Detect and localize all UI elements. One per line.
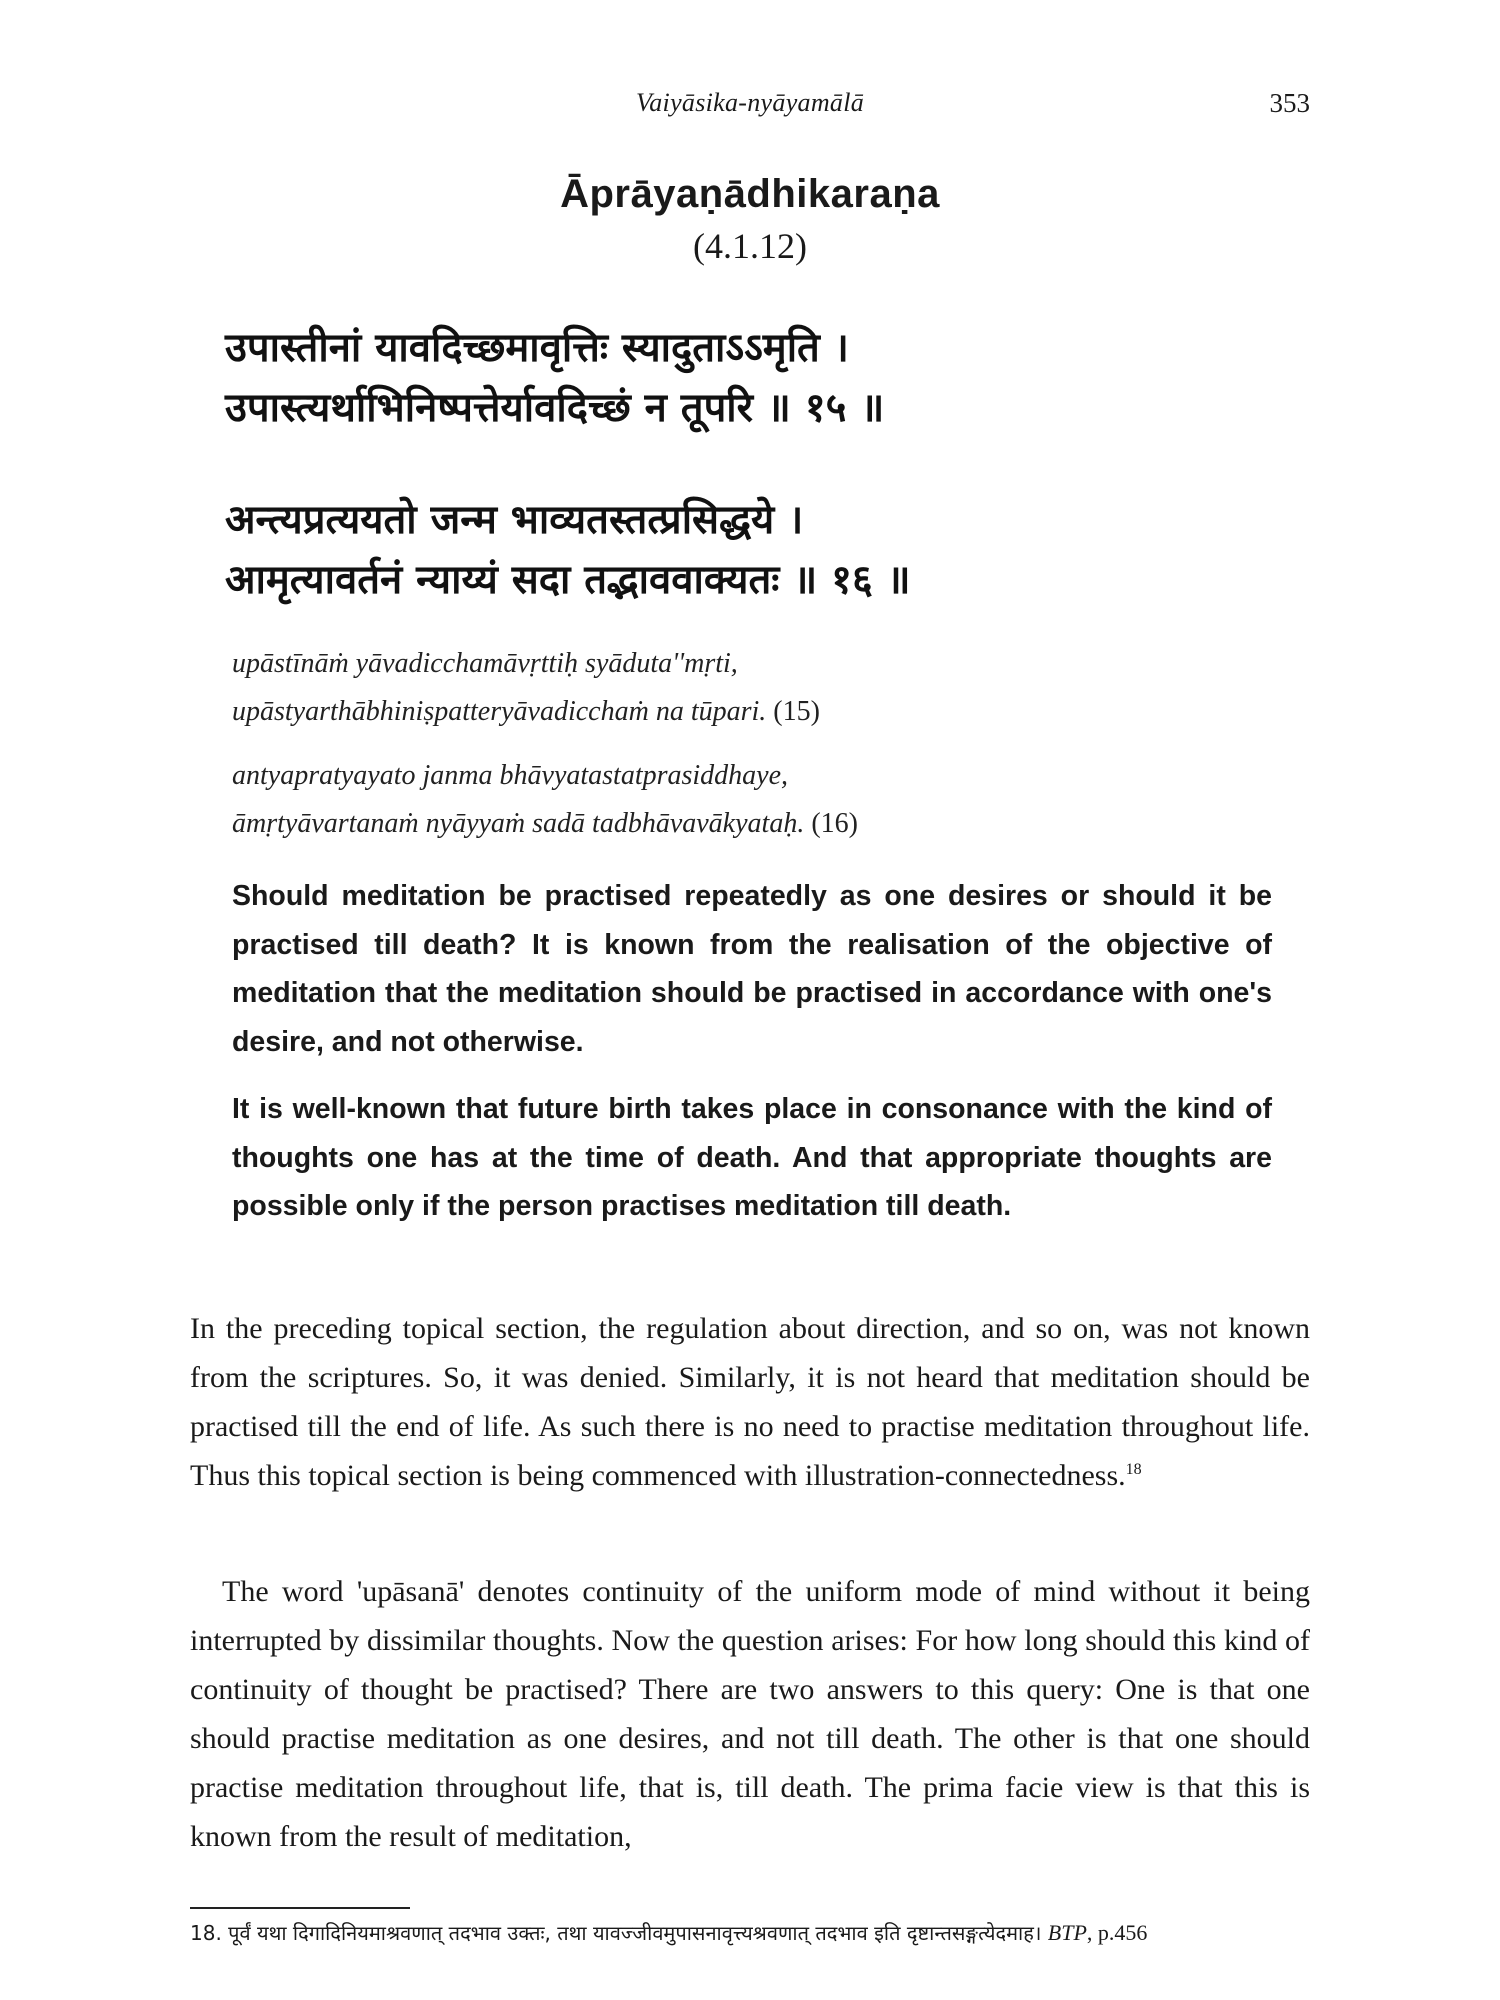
section-heading [190,172,1310,267]
verse-line: आमृत्यावर्तनं न्याय्यं सदा तद्भाववाक्यतः ॥ १६ ॥ [225,557,911,603]
translation-paragraph: It is well-known that future birth takes place in consonance with the kind of thoughts one has at the time of death. And that appropriate thoughts are possible only if the person practises meditation till death. [232,1093,1272,1222]
footnote-page: , p.456 [1086,1920,1148,1945]
footnote [190,1918,1310,1948]
verse-line: उपास्त्यर्थाभिनिष्पत्तेर्यावदिच्छं न तूपरि ॥ १५ ॥ [225,385,885,431]
translation-paragraph: Should meditation be practised repeatedly as one desires or should it be practised till death? It is known from the realisation of the objective of meditation that the meditation should be practised in accordance with one's desire, and not otherwise. [232,880,1272,1058]
translit-line [232,688,1292,736]
translit-text: upāstyarthābhiniṣpatteryāvadicchaṁ na tūpari. [232,696,767,727]
footnote-source: BTP [1047,1920,1087,1945]
running-title: Vaiyāsika-nyāyamālā [635,88,865,117]
footnote-number: 18. [190,1921,222,1945]
translit-line: antyapratyayato janma bhāvyatastatprasiddhaye, [232,760,789,791]
commentary-text: In the preceding topical section, the regulation about direction, and so on, was not known from the scriptures. So, it was denied. Similarly, it is not heard that meditation should be practised till the end of life. As such there is no need to practise meditation throughout life. Thus this topical section is being commenced with illustration-connectedness. [190,1312,1310,1492]
translit-text: āmṛtyāvartanaṁ nyāyyaṁ sadā tadbhāvavākyataḥ. [232,808,805,839]
commentary-paragraph-1 [190,1304,1310,1500]
verse-number: (16) [811,808,858,839]
footnote-ref: 18 [1125,1461,1142,1478]
translit-line: upāstīnāṁ yāvadicchamāvṛttiḥ syāduta''mṛti, [232,648,738,679]
verse-number: (15) [773,696,820,727]
commentary-paragraph-2 [190,1567,1310,1861]
running-head [190,88,1310,128]
devanagari-verse-16 [225,490,1285,610]
section-reference: (4.1.12) [693,226,807,266]
footnote-divider [190,1907,410,1909]
verse-line: उपास्तीनां यावदिच्छमावृत्तिः स्यादुताऽऽमृति । [225,325,849,371]
section-title: Āprāyaṇādhikaraṇa [560,172,940,216]
page-number: 353 [1269,88,1310,118]
devanagari-verse-15 [225,318,1285,438]
transliteration-verse-16 [232,752,1292,848]
footnote-text: पूर्वं यथा दिगादिनियमाश्रवणात् तदभाव उक्तः, तथा यावज्जीवमुपासनावृत्त्यश्रवणात् तदभाव इति दृष्टान्तसङ्गत्येदमाह। [228,1921,1042,1945]
verse-line: अन्त्यप्रत्ययतो जन्म भाव्यतस्तत्प्रसिद्धये । [225,497,804,543]
commentary-text: The word 'upāsanā' denotes continuity of the uniform mode of mind without it being interrupted by dissimilar thoughts. Now the question arises: For how long should this kind of continuity of thought be practised? There are two answers to this query: One is that one should practise meditation as one desires, and not till death. The other is that one should practise meditation throughout life, that is, till death. The prima facie view is that this is known from the result of meditation, [190,1575,1310,1853]
transliteration-verse-15 [232,640,1292,736]
translit-line [232,800,1292,848]
